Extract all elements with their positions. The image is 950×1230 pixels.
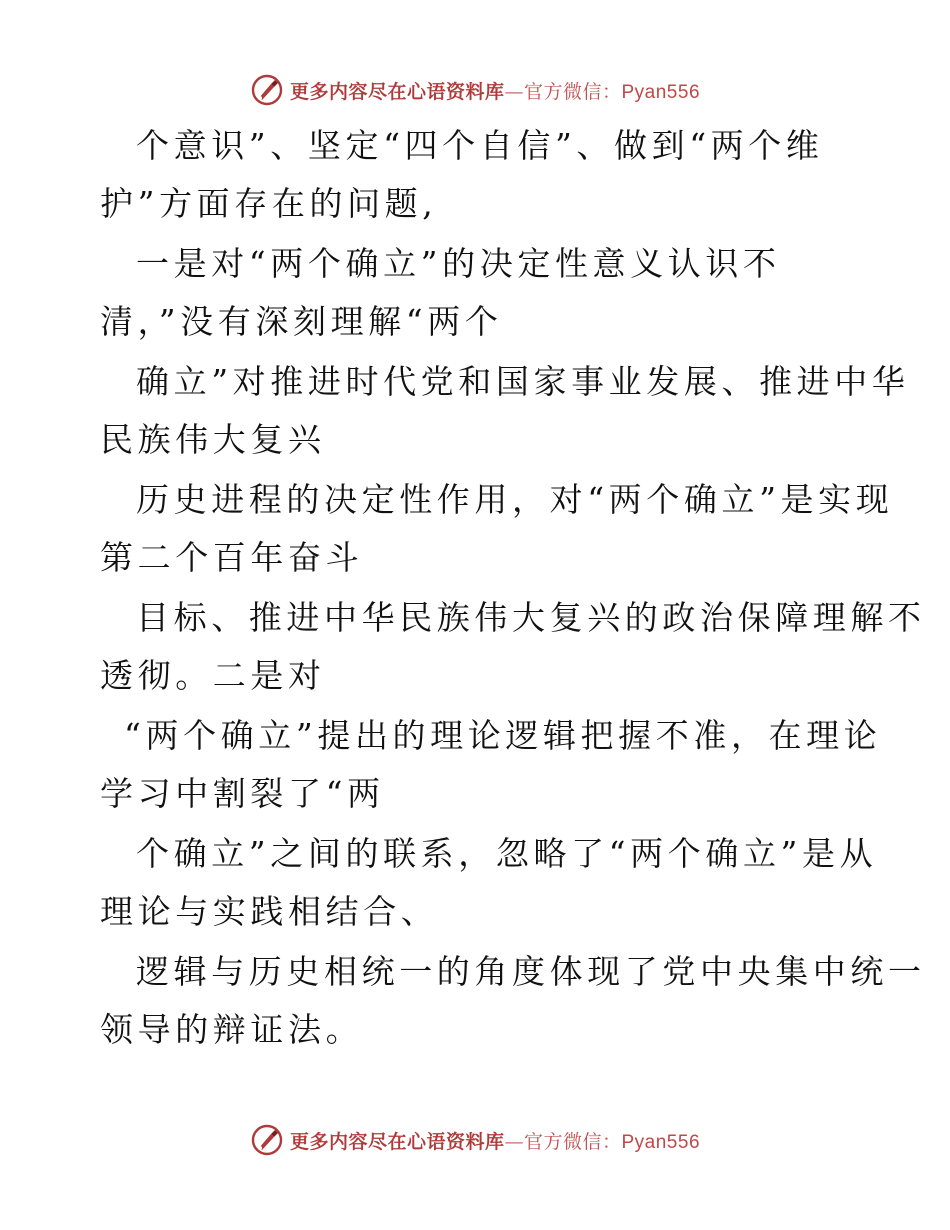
text-line: 学习中割裂了“两: [100, 774, 385, 813]
watermark-text: [290, 1127, 700, 1154]
pen-logo-icon: [250, 73, 284, 107]
watermark-dash: —: [504, 80, 524, 103]
watermark-site: 更多内容尽在心语资料库: [289, 80, 505, 103]
text-line: 民族伟大复兴: [100, 420, 326, 459]
text-line: 第二个百年奋斗: [100, 538, 364, 577]
text-line: 目标、推进中华民族伟大复兴的政治保障理解不: [136, 598, 926, 637]
pen-logo-icon: [250, 1123, 284, 1157]
watermark-text: [290, 77, 700, 104]
text-line: 护”方面存在的问题,: [100, 184, 438, 223]
header-watermark: [0, 70, 950, 110]
text-line: 确立”对推进时代党和国家事业发展、推进中华: [136, 362, 910, 401]
text-line: 历史进程的决定性作用，对“两个确立”是实现: [136, 480, 894, 519]
text-line: 透彻。二是对: [100, 656, 326, 695]
text-line: 逻辑与历史相统一的角度体现了党中央集中统一: [136, 952, 926, 991]
text-line: 领导的辩证法。: [100, 1010, 364, 1049]
text-line: 清，”没有深刻理解“两个: [100, 302, 503, 341]
text-line: “两个确立”提出的理论逻辑把握不准，在理论: [124, 716, 882, 755]
footer-watermark: [0, 1120, 950, 1160]
watermark-wechat-label: 官方微信：: [523, 1130, 622, 1153]
watermark-wechat-label: 官方微信：: [523, 80, 622, 103]
text-line: 理论与实践相结合、: [100, 892, 439, 931]
text-line: 个意识”、坚定“四个自信”、做到“两个维: [136, 126, 824, 165]
watermark-site: 更多内容尽在心语资料库: [289, 1130, 505, 1153]
watermark-dash: —: [504, 1130, 524, 1153]
text-line: 一是对“两个确立”的决定性意义认识不: [136, 244, 781, 283]
text-line: 个确立”之间的联系，忽略了“两个确立”是从: [136, 834, 878, 873]
watermark-wechat-id: Pyan556: [621, 81, 701, 103]
watermark-wechat-id: Pyan556: [621, 1131, 701, 1153]
